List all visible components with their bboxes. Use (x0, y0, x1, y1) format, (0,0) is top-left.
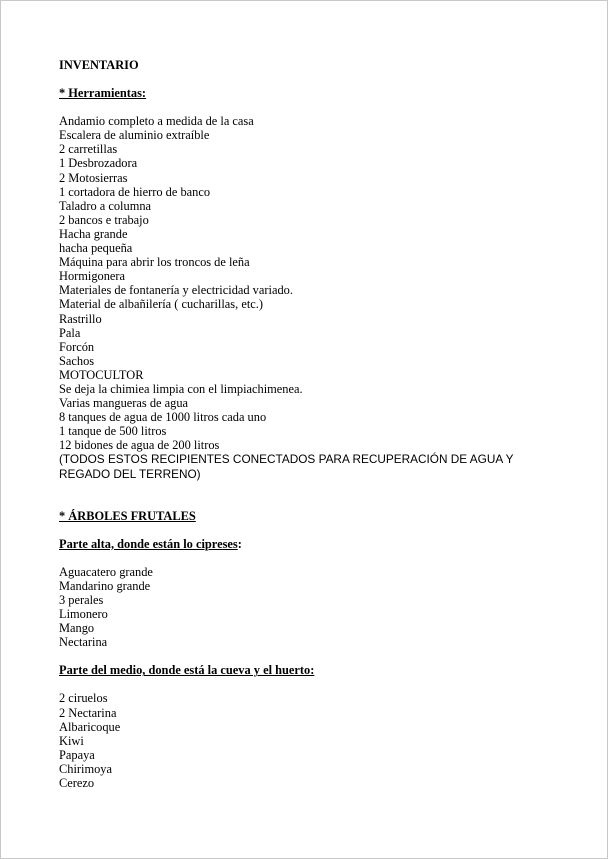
tools-heading: * Herramientas: (59, 86, 147, 101)
tools-list (59, 114, 579, 452)
tools-item: 12 bidones de agua de 200 litros (59, 438, 220, 453)
tools-item: Escalera de aluminio extraíble (59, 128, 210, 143)
upper-area-list (59, 565, 579, 650)
middle-area-item: Chirimoya (59, 761, 112, 776)
document-title: INVENTARIO (59, 58, 139, 72)
document-content (59, 58, 579, 790)
upper-area-item: Nectarina (59, 635, 108, 650)
tools-item: Hacha grande (59, 226, 128, 241)
tools-item: 2 Motosierras (59, 170, 128, 185)
upper-area-suffix: : (237, 536, 242, 551)
tools-item: Sachos (59, 353, 95, 368)
tools-item: hacha pequeña (59, 241, 133, 256)
middle-area-title: Parte del medio, donde está la cueva y el huerto: (59, 663, 315, 678)
upper-area-item: 3 perales (59, 593, 104, 607)
middle-area-list (59, 691, 579, 790)
tools-item: 1 cortadora de hierro de banco (59, 184, 211, 199)
upper-area-item: Limonero (59, 607, 108, 622)
upper-area-item: Aguacatero grande (59, 564, 153, 579)
tools-item: 2 bancos e trabajo (59, 212, 149, 227)
tools-item: Rastrillo (59, 311, 102, 326)
upper-area-item: Mango (59, 621, 95, 636)
middle-area-item: Papaya (59, 747, 95, 762)
tools-item: Máquina para abrir los troncos de leña (59, 255, 250, 270)
tools-item: Andamio completo a medida de la casa (59, 114, 254, 129)
tools-item: Material de albañilería ( cucharillas, etc.) (59, 297, 263, 312)
tools-note: (TODOS ESTOS RECIPIENTES CONECTADOS PARA RECUPERACIÓN DE AGUA Y REGADO DEL TERRENO) (59, 452, 514, 481)
middle-area-item: Albaricoque (59, 719, 121, 734)
upper-area-item: Mandarino grande (59, 578, 151, 593)
middle-area-item: Kiwi (59, 733, 84, 748)
tools-item: Pala (59, 325, 81, 340)
tools-item: Se deja la chimiea limpia con el limpiachimenea. (59, 381, 303, 396)
tools-item: 1 tanque de 500 litros (59, 424, 167, 439)
upper-area-title: Parte alta, donde están lo cipreses (59, 536, 238, 551)
upper-area-heading (59, 537, 579, 551)
tools-item: Hormigonera (59, 269, 126, 284)
tools-item: 2 carretillas (59, 142, 118, 157)
middle-area-item: Cerezo (59, 776, 95, 791)
tools-item: MOTOCULTOR (59, 367, 144, 382)
tools-item: Forcón (59, 339, 95, 354)
tools-item: Varias mangueras de agua (59, 396, 189, 411)
tools-item: 8 tanques de agua de 1000 litros cada uno (59, 410, 267, 425)
fruit-trees-heading: * ÁRBOLES FRUTALES (59, 508, 196, 523)
middle-area-heading (59, 663, 579, 677)
tools-item: Materiales de fontanería y electricidad variado. (59, 283, 293, 298)
middle-area-item: 2 Nectarina (59, 705, 117, 720)
tools-item: Taladro a columna (59, 198, 152, 213)
tools-item: 1 Desbrozadora (59, 156, 138, 171)
middle-area-item: 2 ciruelos (59, 691, 108, 706)
